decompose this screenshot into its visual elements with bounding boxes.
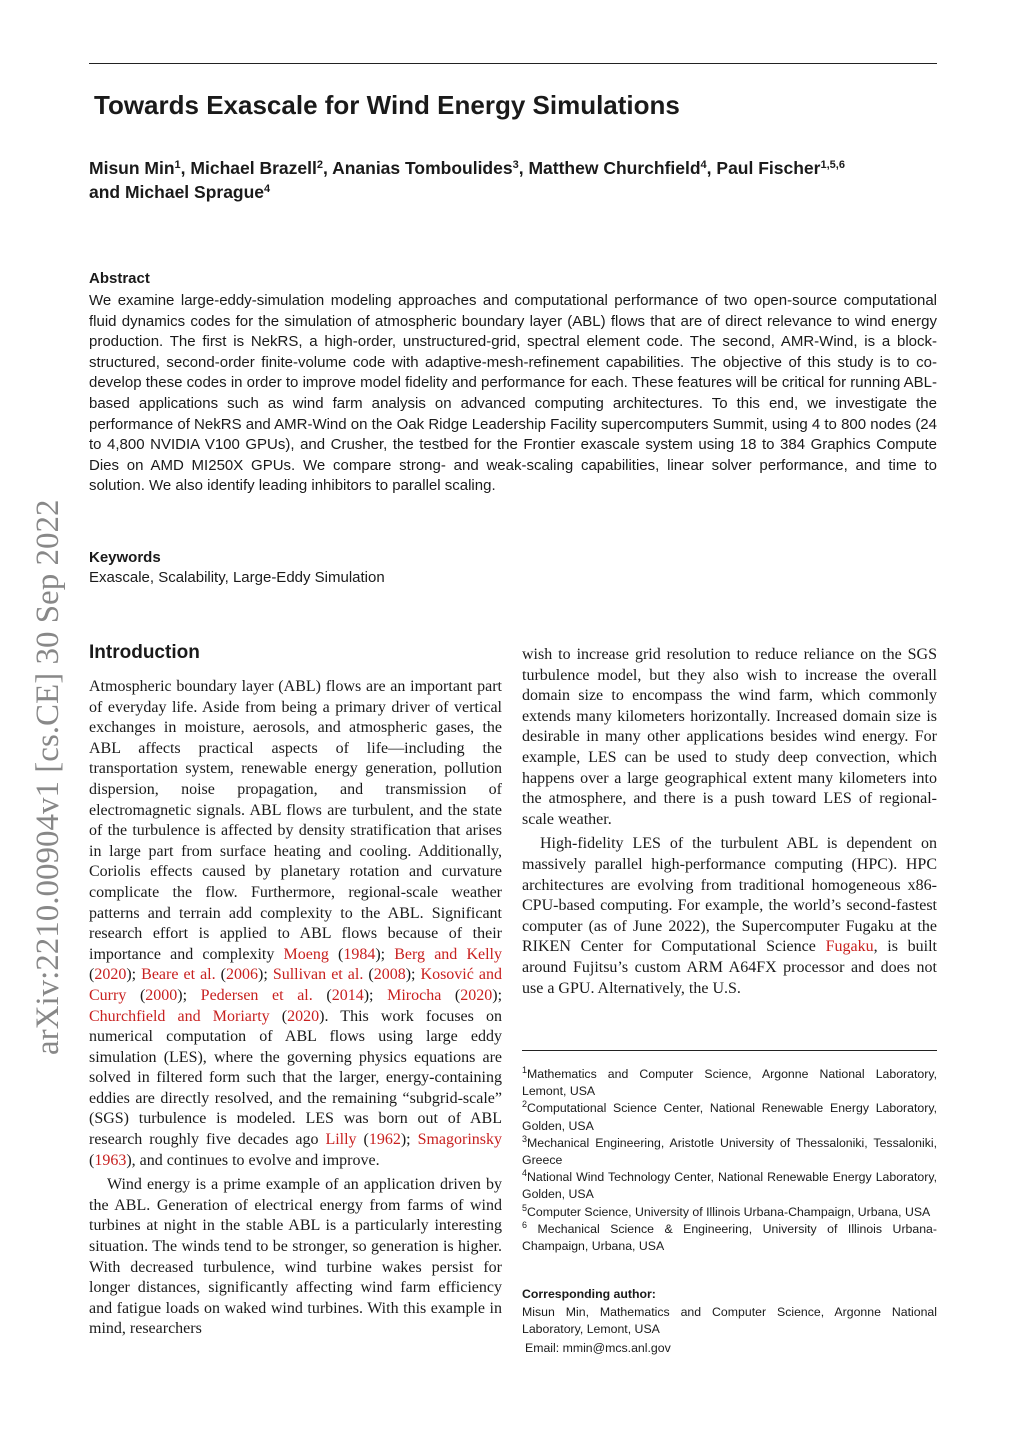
citation-link[interactable]: Pedersen et al.	[200, 986, 313, 1004]
author-list: Misun Min$^1$, Michael Brazell$^2$, Ananias Tomboulides$^3$, Matthew Churchfield$^4$, Paul Fischer$^{1,5,6}$ and Michael Sprague$^4$	[89, 158, 845, 202]
citation-link[interactable]: 2006	[226, 966, 258, 984]
footnote-number: 5	[522, 1202, 528, 1213]
footnote-number: 6	[522, 1219, 528, 1230]
body-text: (	[312, 986, 332, 1004]
introduction-heading: Introduction	[89, 642, 200, 663]
footnote-text: Computer Science, University of Illinois Urbana-Champaign, Urbana, USA	[527, 1204, 931, 1219]
body-text: (	[89, 966, 95, 984]
author-affiliation-mark: 3	[512, 159, 519, 171]
citation-link[interactable]: Moeng	[283, 945, 329, 963]
top-rule	[89, 63, 937, 64]
body-text: ). This work focuses on numerical computation of ABL flows using large eddy simulation (LES), where the governing physics equations are solved in filtered form such that the larger, energy-containing eddies are directly resolved, and the remaining “subgrid-scale” (SGS) turbulence is modeled. LES was born out of ABL research roughly five decades ago	[89, 1007, 503, 1149]
body-text: (	[126, 986, 146, 1004]
footnote-number: 1	[522, 1065, 528, 1075]
author-name: Matthew Churchfield	[528, 158, 701, 178]
body-text: );	[400, 1131, 418, 1149]
affiliation-footnote	[522, 1204, 937, 1221]
body-text: (	[89, 1151, 95, 1169]
citation-link[interactable]: Beare et al.	[141, 966, 216, 984]
citation-link[interactable]: 2000	[145, 986, 178, 1004]
body-text: );	[177, 986, 201, 1004]
affiliation-footnote	[522, 1066, 937, 1100]
footnote-text: Mathematics and Computer Science, Argonne National Laboratory, Lemont, USA	[522, 1067, 937, 1099]
author-affiliation-mark: 4	[700, 159, 707, 171]
body-text: Atmospheric boundary layer (ABL) flows are an important part of everyday life. Aside from being a primary driver of vertical exchanges in moisture, aerosols, and atmospheric gases, the ABL affects practical aspects of life—including the transportation system, renewable energy generation, pollution dispersion, noise propagation, and transmission of electromagnetic signals. ABL flows are turbulent, and the state of the turbulence is affected by density stratification that arises in large part from surface heating and cooling. Additionally, Coriolis effects caused by planetary rotation and curvature complicate the flow. Furthermore, regional-scale weather patterns and terrain add complexity to the ABL. Significant research effort is applied to ABL flows because of their importance and complexity	[89, 678, 502, 963]
body-text: Wind energy is a prime example of an application driven by the ABL. Generation of electrical energy from farms of wind turbines at night in the stable ABL is a particularly interesting situation. The winds tend to be stronger, so generation is higher. With decreased turbulence, wind turbine wakes persist for longer distances, significantly affecting wind farm efficiency and fatigue loads on waked wind turbines. With this example in mind, researchers	[89, 1176, 502, 1338]
paragraph	[522, 834, 937, 999]
footnote-number: 2	[522, 1099, 528, 1110]
author-affiliation-mark: 2	[316, 159, 323, 171]
body-text: );	[405, 966, 421, 984]
author-affiliation-mark: 1	[174, 159, 181, 171]
citation-link[interactable]: 2020	[460, 986, 493, 1004]
citation-link[interactable]: 1963	[94, 1151, 127, 1169]
footnote-text: Mechanical Engineering, Aristotle University of Thessaloniki, Tessaloniki, Greece	[522, 1135, 937, 1168]
paper-title: Towards Exascale for Wind Energy Simulations	[94, 90, 680, 120]
body-text: ), and continues to evolve and improve.	[126, 1151, 380, 1169]
citation-link[interactable]: Kosović and Curry	[89, 966, 502, 1004]
keywords-heading: Keywords	[89, 549, 161, 566]
body-text: (	[363, 966, 374, 984]
corresponding-author-heading: Corresponding author:	[522, 1287, 656, 1301]
citation-link[interactable]: Berg and Kelly	[394, 945, 502, 963]
citation-link[interactable]: 2020	[94, 966, 127, 984]
author-name: Ananias Tomboulides	[332, 158, 513, 178]
keywords-text: Exascale, Scalability, Large-Eddy Simulation	[89, 569, 385, 586]
body-text: );	[363, 986, 388, 1004]
affiliation-footnote	[522, 1135, 937, 1169]
abstract-text: We examine large-eddy-simulation modeling approaches and computational performance of two open-source computational fluid dynamics codes for the simulation of atmospheric boundary layer (ABL) flows that are of direct relevance to wind energy production. The first is NekRS, a high-order, unstructured-grid, spectral element code. The second, AMR-Wind, is a block-structured, second-order finite-volume code with adaptive-mesh-refinement capabilities. The objective of this study is to co-develop these codes in order to improve model fidelity and performance for each. These features will be critical for running ABL-based applications such as wind farm analysis on advanced computing architectures. To this end, we investigate the performance of NekRS and AMR-Wind on the Oak Ridge Leadership Facility supercomputers Summit, using 4 to 800 nodes (24 to 4,800 NVIDIA V100 GPUs), and Crusher, the testbed for the Frontier exascale system using 18 to 384 Graphics Compute Dies on AMD MI250X GPUs. We compare strong- and weak-scaling capabilities, linear solver performance, and time to solution. We also identify leading inhibitors to parallel scaling.	[89, 292, 937, 495]
body-text: );	[492, 986, 503, 1004]
arxiv-identifier: arXiv:2210.00904v1 [cs.CE] 30 Sep 2022	[30, 499, 66, 1055]
author-name: Paul Fischer	[716, 158, 821, 178]
citation-link[interactable]: Mirocha	[387, 986, 442, 1004]
body-text: );	[375, 945, 395, 963]
footnote-text: Computational Science Center, National Renewable Energy Laboratory, Golden, USA	[522, 1101, 937, 1133]
citation-link[interactable]: 1984	[343, 945, 376, 963]
citation-link[interactable]: 2014	[331, 986, 364, 1004]
footnote-text: Mechanical Science & Engineering, University of Illinois Urbana-Champaign, Urbana, USA	[522, 1221, 937, 1254]
footnote-text: National Wind Technology Center, National Renewable Energy Laboratory, Golden, USA	[522, 1170, 937, 1202]
author-name: Misun Min	[89, 158, 175, 178]
paragraph	[522, 645, 937, 830]
intro-right-column	[522, 645, 937, 999]
corresponding-email: Email: mmin@mcs.anl.gov	[525, 1341, 671, 1355]
body-text: wish to increase grid resolution to reduce reliance on the SGS turbulence model, but they also wish to increase the overall domain size to encompass the wind farm, which commonly extends many kilometers horizontally. Increased domain size is desirable in many other applications besides wind energy. For example, LES can be used to study deep convection, which happens over a large geographical extent many kilometers into the atmosphere, and there is a push toward LES of regional-scale weather.	[522, 646, 937, 828]
footnote-rule	[522, 1050, 937, 1051]
author-affiliation-mark: 4	[264, 183, 271, 195]
body-text: , is built around Fujitsu’s custom ARM A64FX processor and does not use a GPU. Alternatively, the U.S.	[522, 938, 937, 997]
affiliation-footnotes	[522, 1066, 937, 1255]
body-text: (	[215, 966, 226, 984]
footnote-number: 4	[522, 1168, 528, 1179]
citation-link[interactable]: Smagorinsky	[417, 1131, 503, 1149]
body-text: );	[126, 966, 142, 984]
affiliation-footnote	[522, 1100, 937, 1134]
body-text: (	[269, 1007, 288, 1025]
body-text: );	[258, 966, 273, 984]
body-text: (	[328, 945, 344, 963]
citation-link[interactable]: 2008	[373, 966, 406, 984]
body-text: (	[356, 1131, 369, 1149]
author-affiliation-mark: 1,5,6	[820, 159, 845, 171]
paragraph	[89, 1175, 502, 1340]
affiliation-footnote	[522, 1169, 937, 1203]
footnote-number: 3	[522, 1133, 528, 1144]
citation-link[interactable]: 1962	[368, 1131, 401, 1149]
affiliation-footnote	[522, 1221, 937, 1255]
citation-link[interactable]: Lilly	[325, 1131, 357, 1149]
citation-link[interactable]: Fugaku	[825, 938, 874, 956]
body-text: (	[441, 986, 461, 1004]
body-text: High-fidelity LES of the turbulent ABL is dependent on massively parallel high-performance computing (HPC). HPC architectures are evolving from traditional homogeneous x86-CPU-based computing. For example, the world’s second-fastest computer (as of June 2022), the Supercomputer Fugaku at the RIKEN Center for Computational Science	[522, 835, 937, 956]
paragraph	[89, 677, 502, 1171]
citation-link[interactable]: Churchfield and Moriarty	[89, 1007, 270, 1025]
author-name: and Michael Sprague	[89, 182, 265, 202]
intro-left-column	[89, 677, 502, 1340]
corresponding-author-text: Misun Min, Mathematics and Computer Science, Argonne National Laboratory, Lemont, USA	[522, 1305, 937, 1337]
citation-link[interactable]: 2020	[287, 1007, 320, 1025]
citation-link[interactable]: Sullivan et al.	[272, 966, 364, 984]
abstract-heading: Abstract	[89, 270, 150, 287]
author-name: Michael Brazell	[190, 158, 317, 178]
